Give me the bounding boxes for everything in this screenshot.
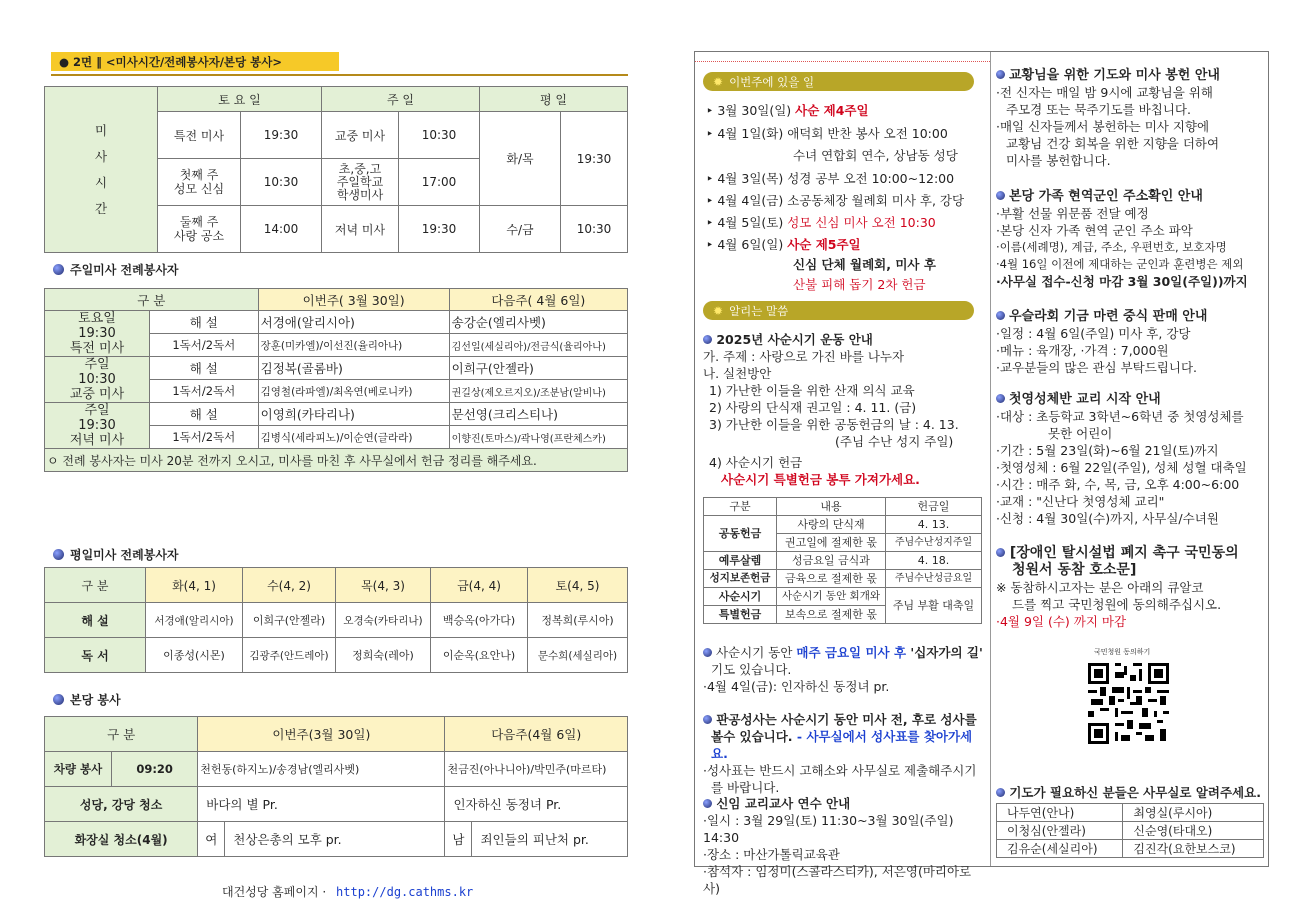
confession-line: 볼수 있습니다. - 사무실에서 성사표를 찾아가세요. — [711, 729, 973, 761]
weekday-liturgy-table — [44, 567, 628, 673]
lit-cell: 김선일(세실리아)/전금식(율리아나) — [449, 334, 627, 357]
wk-cell: 이희구(안젤라) — [243, 603, 336, 638]
cash-cell: 공동헌금 — [704, 516, 777, 552]
event-item: ‣ 4월 6일(일) 사순 제5주일 — [706, 237, 861, 252]
wk-head: 목(4, 3) — [336, 568, 431, 603]
svc-cell: 바다의 별 Pr. — [198, 787, 445, 822]
prayer-name: 신순영(타대오) — [1123, 822, 1264, 840]
stations-notice — [703, 644, 987, 695]
mass-cell: 교중 미사 — [322, 112, 399, 159]
mass-cell: 19:30 — [241, 112, 322, 159]
lit-head: 이번주( 3월 30일) — [258, 289, 449, 311]
mass-cell: 10:30 — [561, 206, 628, 253]
weekday-liturgy-title: 평일미사 전례봉사자 — [53, 546, 179, 563]
event-item: ‣ 3월 30일(일) 사순 제4주일 — [706, 103, 869, 118]
lit-cell: 이희구(안젤라) — [449, 357, 627, 380]
catechist-line: ·장소 : 마산가톨릭교육관 — [703, 847, 840, 862]
wk-head: 금(4, 4) — [431, 568, 528, 603]
lent-title: 2025년 사순시기 운동 안내 — [703, 331, 985, 348]
svc-cell: 화장실 청소(4월) — [45, 822, 198, 857]
catechist-notice — [703, 795, 987, 897]
parish-service-table — [44, 716, 628, 857]
catechist-line: ·참석자 : 임정미(스콜라스티카), 서은영(마리아로사) — [703, 864, 972, 896]
communion-line: 못한 어린이 — [1048, 426, 1113, 441]
cash-cell: 주님수난성지주일 — [886, 534, 982, 552]
svc-head: 다음주(4월 6일) — [445, 717, 628, 752]
event-item: ‣ 4월 1일(화) 애덕회 반찬 봉사 오전 10:00 — [706, 126, 948, 141]
cash-cell: 주님 부활 대축일 — [886, 588, 982, 624]
soldier-line: ·4월 16일 이전에 제대하는 군인과 훈련병은 제외 — [996, 257, 1244, 271]
lit-cell: 김정복(골롬바) — [258, 357, 449, 380]
bullet-icon — [996, 191, 1005, 200]
catechist-line: ·일시 : 3월 29일(토) 11:30~3월 30일(주일) 14:30 — [703, 813, 954, 845]
bullet-icon — [53, 264, 64, 275]
wk-cell: 정희숙(레아) — [336, 638, 431, 673]
wk-head: 화(4, 1) — [146, 568, 243, 603]
catechist-title: 신임 교리교사 연수 안내 — [703, 795, 987, 812]
homepage-link[interactable]: http://dg.cathms.kr — [336, 885, 474, 899]
lit-cell: 문선영(크리스티나) — [449, 403, 627, 426]
cash-head: 헌금일 — [886, 498, 982, 516]
lit-cell: 이영희(카타리나) — [258, 403, 449, 426]
pope-title: 교황님을 위한 기도와 미사 봉헌 안내 — [996, 66, 1264, 84]
prayer-name: 김유순(세실리아) — [997, 840, 1123, 858]
cash-head: 구분 — [704, 498, 777, 516]
svc-cell: 천상은총의 모후 pr. — [225, 822, 445, 857]
lit-cell: 1독서/2독서 — [150, 426, 259, 449]
svc-cell: 천금진(아나니아)/박민주(마르타) — [445, 752, 628, 787]
pope-line: 교황님 건강 회복을 위한 지향을 더하여 — [1006, 136, 1220, 151]
footer — [222, 883, 473, 900]
event-item: ‣ 4월 4일(금) 소공동체장 월례회 미사 후, 강당 — [706, 193, 965, 208]
wk-head: 토(4, 5) — [528, 568, 628, 603]
soldier-line: ·사무실 접수-신청 마감 3월 30일(주일))까지 — [996, 274, 1248, 289]
wk-head: 구 분 — [45, 568, 146, 603]
sunday-head: 주 일 — [322, 87, 480, 112]
wk-cell: 문수희(세실리아) — [528, 638, 628, 673]
wk-cell: 백승옥(아가다) — [431, 603, 528, 638]
mass-cell: 화/목 — [480, 112, 561, 206]
prayer-request-title: 기도가 필요하신 분들은 사무실로 알려주세요. — [996, 784, 1266, 801]
cash-cell: 성금요일 금식과 — [777, 552, 886, 570]
lit-cell: 해 설 — [150, 403, 259, 426]
lunch-line: ·메뉴 : 육개장, ·가격 : 7,000원 — [996, 343, 1169, 358]
event-item-sub: 산불 피해 돕기 2차 헌금 — [793, 277, 926, 292]
lit-head: 구 분 — [45, 289, 259, 311]
cash-cell: 보속으로 절제한 몫 — [777, 606, 886, 624]
mass-cell: 10:30 — [241, 159, 322, 206]
svc-cell: 남 — [445, 822, 472, 857]
bullet-icon — [996, 548, 1005, 557]
top-dotted-rule — [695, 61, 990, 62]
event-item: ‣ 4월 3일(목) 성경 공부 오전 10:00~12:00 — [706, 171, 955, 186]
event-item-sub: 신심 단체 월례회, 미사 후 — [793, 257, 936, 272]
event-item: ‣ 4월 5일(토) 성모 신심 미사 오전 10:30 — [706, 215, 936, 230]
wk-cell: 이순옥(요안나) — [431, 638, 528, 673]
lent-section — [703, 331, 985, 488]
lent-line: 2) 사랑의 단식재 권고일 : 4. 11. (금) — [709, 400, 917, 415]
petition-title: 청원서 동참 호소문] — [1012, 562, 1137, 578]
lent-red: 사순시기 특별헌금 봉투 가져가세요. — [721, 472, 920, 487]
stations-line: 사순시기 동안 매주 금요일 미사 후 '십자가의 길' — [703, 644, 987, 661]
lit-cell: 김영철(라파엘)/최옥연(베로니카) — [258, 380, 449, 403]
communion-line: ·첫영성체 : 6월 22일(주일), 성체 성혈 대축일 — [996, 460, 1247, 475]
mass-cell: 14:00 — [241, 206, 322, 253]
svc-head: 구 분 — [45, 717, 198, 752]
svc-cell: 죄인들의 피난처 pr. — [472, 822, 628, 857]
cash-cell: 특별헌금 — [704, 606, 777, 624]
sunday-liturgy-table — [44, 288, 628, 472]
communion-line: ·대상 : 초등학교 3학년~6학년 중 첫영성체를 — [996, 409, 1244, 424]
week-events-title: ✹ 이번주에 있을 일 — [703, 72, 974, 91]
lent-line: 1) 가난한 이들을 위한 산재 의식 교육 — [709, 383, 915, 398]
lent-line: 3) 가난한 이들을 위한 공동헌금의 날 : 4. 13. — [709, 417, 959, 432]
bullet-icon — [996, 70, 1005, 79]
header-rule — [51, 74, 628, 76]
communion-line: ·교재 : "신난다 첫영성체 교리" — [996, 494, 1165, 509]
cash-cell: 금육으로 절제한 몫 — [777, 570, 886, 588]
bullet-icon — [703, 648, 712, 657]
qr-label: 국민청원 동의하기 — [1094, 648, 1151, 656]
petition-deadline: ·4월 9일 (수) 까지 마감 — [996, 614, 1127, 629]
footer-label: 대건성당 홈페이지 · — [222, 885, 327, 899]
lunch-sale-notice — [996, 307, 1264, 376]
mass-side-label: 미 사 시 간 — [45, 87, 158, 253]
bullet-icon — [996, 788, 1005, 797]
lent-line: 가. 주제 : 사랑으로 가진 바를 나누자 — [703, 349, 905, 364]
communion-line: ·기간 : 5월 23일(화)~6월 21일(토)까지 — [996, 443, 1219, 458]
lit-cell: 1독서/2독서 — [150, 380, 259, 403]
pope-line: 미사를 봉헌합니다. — [1006, 153, 1111, 168]
mass-cell: 17:00 — [399, 159, 480, 206]
cash-cell: 4. 18. — [886, 552, 982, 570]
mass-cell: 둘째 주 사랑 공소 — [158, 206, 241, 253]
saturday-head: 토 요 일 — [158, 87, 322, 112]
cash-cell: 4. 13. — [886, 516, 982, 534]
soldier-line: ·부활 선물 위문품 전달 예정 — [996, 206, 1149, 221]
cash-cell: 사순시기 — [704, 588, 777, 606]
bullet-icon — [703, 335, 712, 344]
cash-cell: 성지보존헌금 — [704, 570, 777, 588]
lit-cell: 김병식(세라피노)/이순연(글라라) — [258, 426, 449, 449]
pope-line: ·매일 신자들께서 봉헌하는 미사 지향에 — [996, 119, 1210, 134]
stations-line: ·4월 4일(금): 인자하신 동정녀 pr. — [703, 679, 890, 694]
wk-cell: 독 서 — [45, 638, 146, 673]
lit-cell: 1독서/2독서 — [150, 334, 259, 357]
bullet-icon — [703, 715, 712, 724]
bullet-icon — [703, 799, 712, 808]
parish-service-title: 본당 봉사 — [53, 691, 121, 708]
svc-head: 이번주(3월 30일) — [198, 717, 445, 752]
soldier-line: ·이름(세례명), 계급, 주소, 우편번호, 보호자명 — [996, 240, 1227, 254]
week-events-list — [706, 102, 986, 296]
mass-cell: 초,중,고 주일학교 학생미사 — [322, 159, 399, 206]
mass-cell: 19:30 — [399, 206, 480, 253]
weekday-head: 평 일 — [480, 87, 628, 112]
wk-cell: 정복희(루시아) — [528, 603, 628, 638]
communion-notice — [996, 390, 1266, 527]
cash-cell: 사순시기 동안 회개와 — [777, 588, 886, 606]
mass-cell: 첫째 주 성모 신심 — [158, 159, 241, 206]
confession-notice — [703, 711, 987, 796]
communion-line: ·시간 : 매주 화, 수, 목, 금, 오후 4:00~6:00 — [996, 477, 1240, 492]
sun-icon: ✹ — [713, 303, 724, 318]
lent-line: (주님 수난 성지 주일) — [835, 434, 954, 449]
petition-title: [장애인 탈시설법 폐지 촉구 국민동의 — [996, 545, 1266, 562]
lit-group: 주일 10:30 교중 미사 — [45, 357, 150, 403]
lunch-line: ·교우분들의 많은 관심 부탁드립니다. — [996, 360, 1197, 375]
prayer-name: 최영실(루시아) — [1123, 804, 1264, 822]
sun-icon: ✹ — [713, 74, 724, 89]
wk-head: 수(4, 2) — [243, 568, 336, 603]
svc-cell: 여 — [198, 822, 225, 857]
pope-line: 주모경 또는 묵주기도를 바칩니다. — [1006, 102, 1191, 117]
svc-cell: 성당, 강당 청소 — [45, 787, 198, 822]
page-section-header: ● 2면 ‖ <미사시간/전례봉사자/본당 봉사> — [51, 52, 339, 71]
prayer-request-table — [996, 803, 1264, 858]
soldier-line: ·본당 신자 가족 현역 군인 주소 파악 — [996, 223, 1193, 238]
communion-title: 첫영성체반 교리 시작 안내 — [996, 390, 1266, 408]
pope-prayer-notice — [996, 66, 1264, 169]
soldier-notice — [996, 187, 1266, 290]
bullet-icon — [53, 694, 64, 705]
wk-cell: 이종성(시몬) — [146, 638, 243, 673]
lit-head: 다음주( 4월 6일) — [449, 289, 627, 311]
notice-title: ✹ 알리는 말씀 — [703, 301, 974, 320]
bullet-icon — [53, 549, 64, 560]
cash-head: 내용 — [777, 498, 886, 516]
lit-cell: 서경애(알리시아) — [258, 311, 449, 334]
mass-cell: 10:30 — [399, 112, 480, 159]
petition-notice — [996, 545, 1266, 630]
cash-cell: 예루살렘 — [704, 552, 777, 570]
lit-cell: 해 설 — [150, 311, 259, 334]
lent-offering-table — [703, 497, 982, 624]
mass-cell: 19:30 — [561, 112, 628, 206]
confession-line: 판공성사는 사순시기 동안 미사 전, 후로 성사를 — [703, 711, 987, 728]
lit-group: 토요일 19:30 특전 미사 — [45, 311, 150, 357]
svc-cell: 천헌동(하지노)/송경남(엘리사벳) — [198, 752, 445, 787]
lit-cell: 해 설 — [150, 357, 259, 380]
svc-cell: 09:20 — [112, 752, 198, 787]
column-divider — [990, 52, 991, 866]
cash-cell: 사랑의 단식재 — [777, 516, 886, 534]
prayer-name: 김진각(요한보스코) — [1123, 840, 1264, 858]
wk-cell: 해 설 — [45, 603, 146, 638]
svc-cell: 인자하신 동정녀 Pr. — [445, 787, 628, 822]
wk-cell: 김광주(안드레아) — [243, 638, 336, 673]
lit-note: ㅇ 전례 봉사자는 미사 20분 전까지 오시고, 미사를 마친 후 사무실에서 헌금 정리를 해주세요. — [45, 449, 628, 472]
lent-line: 4) 사순시기 헌금 — [709, 455, 803, 470]
lit-cell: 이향진(토마스)/곽나영(프란체스카) — [449, 426, 627, 449]
mass-times-table — [44, 86, 628, 253]
qr-code-icon[interactable] — [1085, 660, 1172, 747]
wk-cell: 오경숙(카타리나) — [336, 603, 431, 638]
lent-line: 나. 실천방안 — [703, 366, 772, 381]
stations-line: 기도 있습니다. — [711, 662, 792, 677]
event-item-sub: 수녀 연합회 연수, 상남동 성당 — [793, 148, 958, 163]
prayer-name: 이청심(안젤라) — [997, 822, 1123, 840]
confession-line: ·성사표는 반드시 고해소와 사무실로 제출해주시기 — [703, 763, 977, 778]
lit-group: 주일 19:30 저녁 미사 — [45, 403, 150, 449]
communion-line: ·신청 : 4월 30일(수)까지, 사무실/수녀원 — [996, 511, 1219, 526]
cash-cell: 권고일에 절제한 몫 — [777, 534, 886, 552]
petition-line: 드를 찍고 국민청원에 동의해주십시오. — [1012, 597, 1222, 612]
lunch-line: ·일정 : 4월 6일(주일) 미사 후, 강당 — [996, 326, 1191, 341]
confession-line: 를 바랍니다. — [711, 780, 780, 795]
mass-cell: 수/금 — [480, 206, 561, 253]
svc-cell: 차량 봉사 — [45, 752, 112, 787]
lunch-title: 우슬라회 기금 마련 중식 판매 안내 — [996, 307, 1264, 325]
mass-cell: 저녁 미사 — [322, 206, 399, 253]
wk-cell: 서경애(알리시아) — [146, 603, 243, 638]
prayer-name: 나두연(안나) — [997, 804, 1123, 822]
lit-cell: 장훈(미카엘)/이선진(율리아나) — [258, 334, 449, 357]
petition-line: ※ 동참하시고자는 분은 아래의 큐알코 — [996, 580, 1204, 595]
lit-cell: 권길상(제오르지오)/조분남(알비나) — [449, 380, 627, 403]
cash-cell: 주님수난성금요일 — [886, 570, 982, 588]
soldier-title: 본당 가족 현역군인 주소확인 안내 — [996, 187, 1266, 205]
pope-line: ·전 신자는 매일 밤 9시에 교황님을 위해 — [996, 85, 1213, 100]
bullet-icon — [996, 311, 1005, 320]
sunday-liturgy-title: 주일미사 전례봉사자 — [53, 261, 179, 278]
lit-cell: 송강순(엘리사벳) — [449, 311, 627, 334]
mass-cell: 특전 미사 — [158, 112, 241, 159]
bullet-icon — [996, 394, 1005, 403]
